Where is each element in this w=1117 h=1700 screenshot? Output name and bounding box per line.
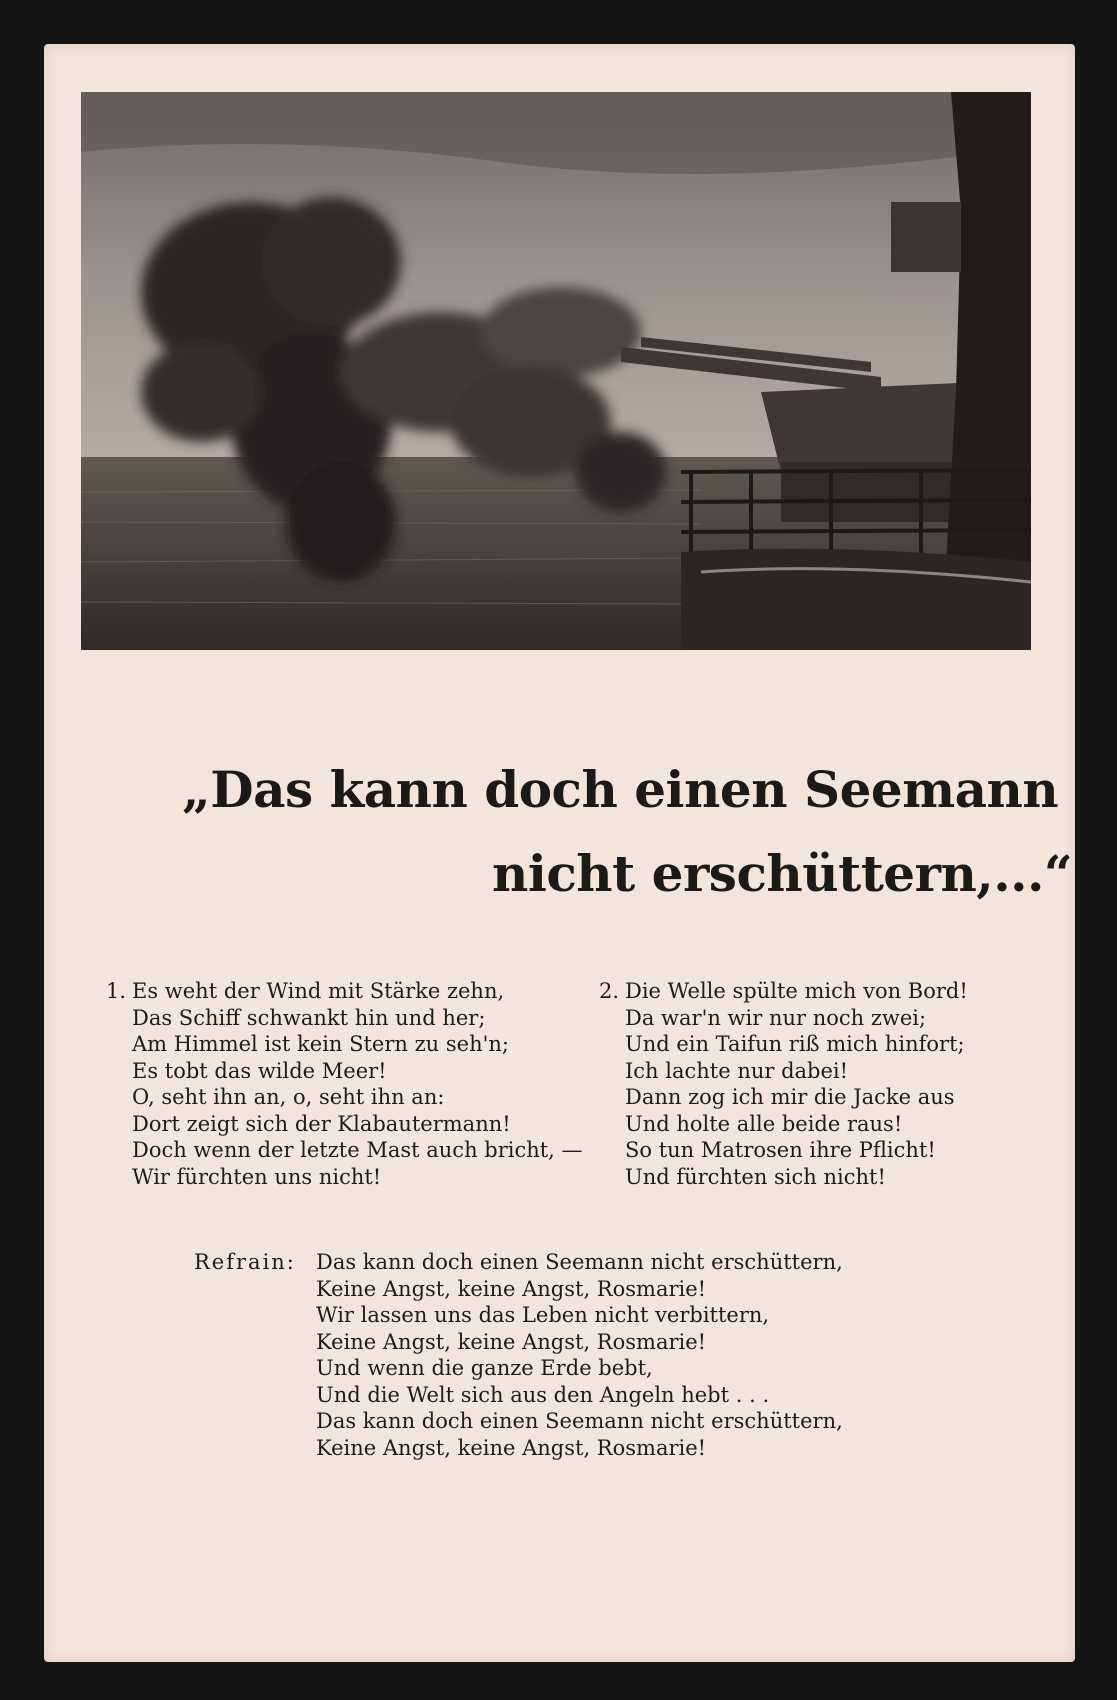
verse-line: So tun Matrosen ihre Pflicht! (625, 1138, 936, 1162)
verse-line: Es tobt das wilde Meer! (132, 1058, 387, 1083)
verse-line: Die Welle spülte mich von Bord! (625, 979, 968, 1003)
verse-line: Und holte alle beide raus! (625, 1111, 903, 1136)
refrain-line: Keine Angst, keine Angst, Rosmarie! (316, 1435, 707, 1460)
verse-line: Am Himmel ist kein Stern zu seh'n; (132, 1032, 509, 1056)
verse-line: Dort zeigt sich der Klabautermann! (132, 1111, 511, 1136)
refrain-line: Das kann doch einen Seemann nicht erschüttern, (316, 1250, 843, 1274)
verse-line: Und fürchten sich nicht! (625, 1164, 886, 1189)
verse-number: 1. (106, 979, 127, 1003)
verse-line: Es weht der Wind mit Stärke zehn, (132, 979, 505, 1003)
verse-line: Das Schiff schwankt hin und her; (132, 1005, 486, 1030)
refrain-line: Keine Angst, keine Angst, Rosmarie! (316, 1276, 707, 1301)
refrain-label: Refrain: (194, 1250, 296, 1274)
verse-line: Wir fürchten uns nicht! (132, 1164, 382, 1189)
verse-line: Da war'n wir nur noch zwei; (625, 1005, 927, 1030)
refrain-line: Das kann doch einen Seemann nicht erschüttern, (316, 1409, 843, 1433)
refrain-line: Und die Welt sich aus den Angeln hebt . . . (316, 1382, 770, 1407)
verse-line: Dann zog ich mir die Jacke aus (625, 1085, 955, 1109)
title-line-1: „Das kann doch einen Seemann (182, 760, 1059, 819)
title-line-2: nicht erschüttern,...“ (492, 844, 1073, 903)
verse-number: 2. (599, 979, 620, 1003)
verse-line: Und ein Taifun riß mich hinfort; (625, 1032, 965, 1056)
refrain-line: Und wenn die ganze Erde bebt, (316, 1356, 653, 1380)
verse-line: Doch wenn der letzte Mast auch bricht, — (132, 1138, 583, 1162)
verse-line: O, seht ihn an, o, seht ihn an: (132, 1085, 445, 1109)
refrain-line: Wir lassen uns das Leben nicht verbittern, (316, 1303, 770, 1327)
verse-line: Ich lachte nur dabei! (625, 1058, 849, 1083)
warship-gun-firing-photo (81, 92, 1031, 650)
refrain-line: Keine Angst, keine Angst, Rosmarie! (316, 1329, 707, 1354)
